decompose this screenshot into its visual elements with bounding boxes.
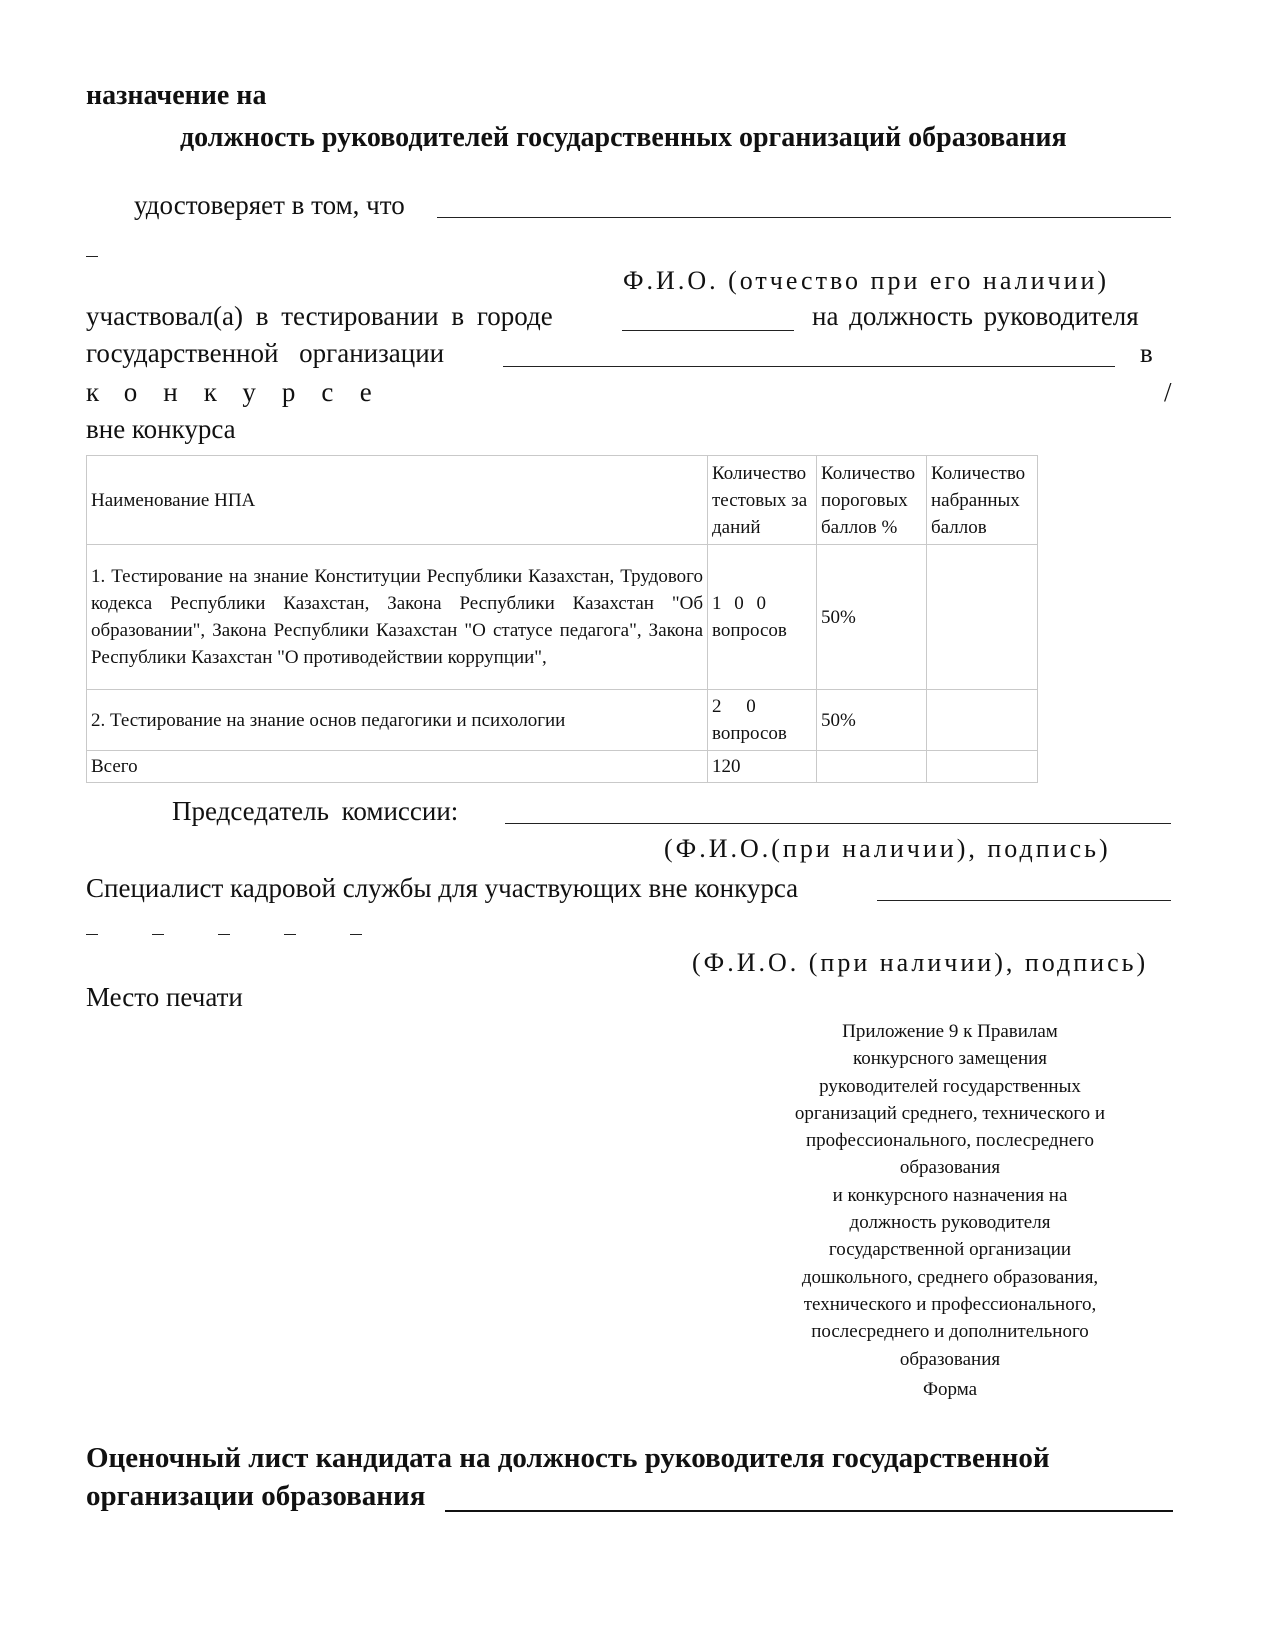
row2-tasks-unit: вопросов [712,723,787,744]
evaluation-blank-line [445,1510,1173,1512]
row2-threshold: 50% [817,690,927,751]
hr-blank-dash [86,934,98,935]
total-tasks: 120 [708,751,817,783]
header-line-2: должность руководителей государственных организаций образования [180,122,1067,153]
appendix-line: организаций среднего, технического и [794,1102,1106,1124]
hr-blank-dash [350,934,362,935]
row1-tasks [708,545,817,690]
chairman-label: Председатель комиссии: [172,796,459,826]
appendix-line: профессионального, послесреднего [806,1130,1094,1152]
for-position-text: на должность руководителя [812,301,1139,331]
hr-caption: (Ф.И.О. (при наличии), подпись) [692,948,1149,977]
slash-separator: / [1164,377,1172,407]
appendix-line: послесреднего и дополнительного [811,1321,1089,1343]
npa-table [86,455,1038,783]
table-row [87,545,1038,690]
certifies-text: удостоверяет в том, что [134,190,405,220]
appendix-line: руководителей государственных [819,1075,1081,1097]
chairman-caption: (Ф.И.О.(при наличии), подпись) [664,834,1111,863]
hr-blank-line [877,900,1171,901]
appendix-line: и конкурсного назначения на [832,1184,1068,1206]
appendix-line: конкурсного замещения [852,1048,1048,1070]
chairman-blank-line [505,823,1171,824]
evaluation-title-line-2: организации образования [86,1480,426,1512]
row2-tasks-num: 2 0 [712,696,766,717]
participated-text: участвовал(а) в тестировании в городе [86,301,553,331]
row1-score [927,545,1038,690]
hr-blank-dash [284,934,296,935]
header-line-1: назначение на [86,80,267,111]
hr-blank-dash [218,934,230,935]
header-npa-name: Наименование НПА [87,456,708,545]
appendix-line: образования [899,1348,1001,1370]
row2-score [927,690,1038,751]
city-blank-line [622,330,794,331]
fio-caption: Ф.И.О. (отчество при его наличии) [623,266,1110,295]
row1-tasks-unit: вопросов [712,620,787,641]
konkurse-text: конкурсе [86,377,398,407]
appendix-line: технического и профессионального, [803,1293,1097,1315]
hr-specialist-label: Специалист кадровой службы для участвующих вне конкурса [86,873,799,903]
header-score: Количество набранных баллов [927,456,1038,545]
total-label: Всего [87,751,708,783]
hr-blank-dash [152,934,164,935]
vne-konkursa-text: вне конкурса [86,414,236,444]
header-threshold: Количество пороговых баллов % [817,456,927,545]
gov-org-text: государственной организации [86,338,445,368]
form-label: Форма [922,1378,978,1400]
stamp-place-label: Место печати [86,982,243,1012]
table-row [87,690,1038,751]
row1-threshold: 50% [817,545,927,690]
appendix-line: государственной организации [828,1239,1072,1261]
row1-npa-name: 1. Тестирование на знание Конституции Республики Казахстан, Трудового кодекса Республики Казахстан, Закона Республики Казахстан "Об образовании", Закона Республики Казахстан "О статусе педагога", Закона Республики Казахстан "О противодействии коррупции", [87,545,708,690]
in-word: в [1140,338,1153,368]
total-threshold [817,751,927,783]
org-blank-line [503,366,1115,367]
header-tasks: Количество тестовых заданий [708,456,817,545]
fio-blank-line [437,217,1171,218]
appendix-line: Приложение 9 к Правилам [842,1021,1058,1042]
fio-blank-continuation [86,256,98,257]
evaluation-title-line-1: Оценочный лист кандидата на должность руководителя государственной [86,1442,1050,1474]
total-score [927,751,1038,783]
row1-tasks-num: 1 0 0 [712,593,770,614]
row2-npa-name: 2. Тестирование на знание основ педагогики и психологии [87,690,708,751]
appendix-note [760,1018,1140,1403]
table-total-row [87,751,1038,783]
appendix-line: должность руководителя [849,1212,1051,1234]
appendix-line: образования [899,1157,1001,1179]
row2-tasks [708,690,817,751]
table-header-row [87,456,1038,545]
appendix-line: дошкольного, среднего образования, [801,1266,1099,1288]
